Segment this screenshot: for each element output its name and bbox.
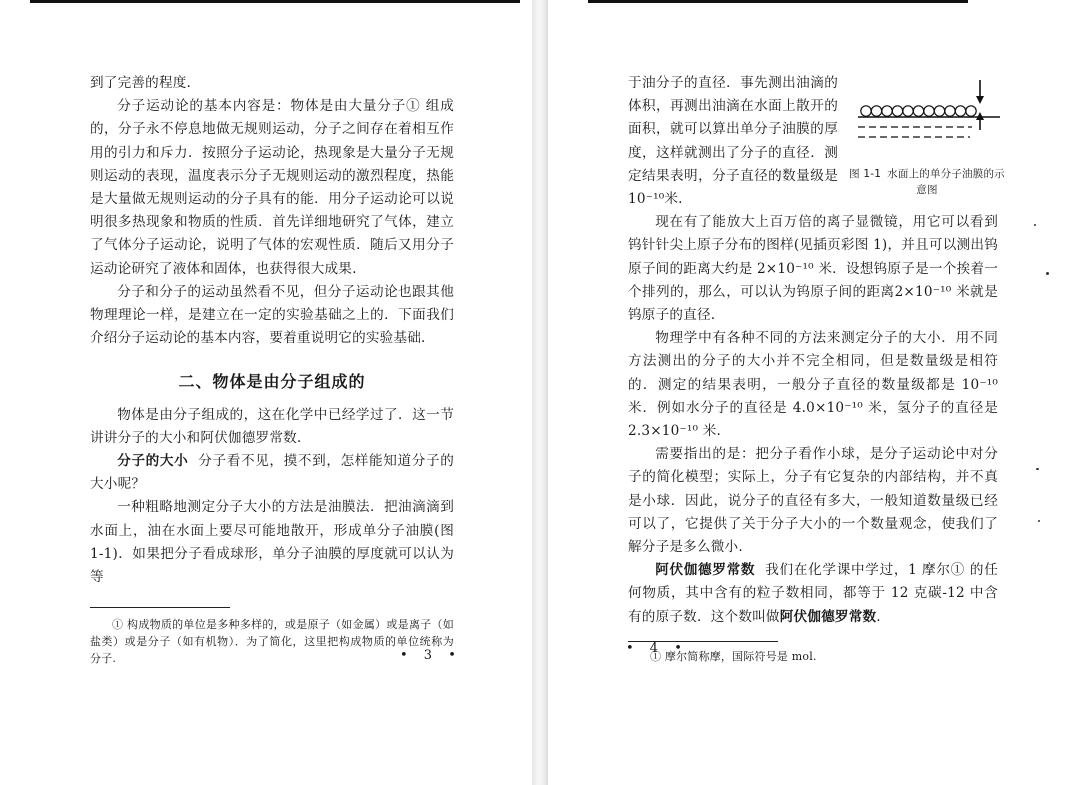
paragraph-intro: 物体是由分子组成的，这在化学中已经学过了．这一节讲讲分子的大小和阿伏伽德罗常数. [90, 406, 454, 446]
paragraph-avogadro-end: . [876, 608, 881, 625]
book-gutter [532, 0, 548, 785]
subhead-molecule-size: 分子的大小 [117, 453, 189, 470]
paragraph-methods: 物理学中有各种不同的方法来测定分子的大小．用不同方法测出的分子的大小并不完全相同，但是数量级是相符的．测定的结果表明，一般分子直径的数量级都是 10⁻¹⁰ 米．例如水分子的直径是 4.0×10⁻¹⁰ 米，氢分子的直径是 2.3×10⁻¹⁰ 米. [628, 330, 998, 440]
paragraph-avogadro-text: 我们在化学课中学过，1 摩尔① 的任何物质，其中含有的粒子数相同，都等于 12 克碳-12 中含有的原子数．这个数叫做 [628, 562, 999, 625]
oil-film-diagram [852, 76, 1002, 164]
paragraph-tungsten: 现在有了能放大上百万倍的离子显微镜，用它可以看到钨针针尖上原子分布的图样(见插页彩图 1)，并且可以测出钨原子间的距离大约是 2×10⁻¹⁰ 米．设想钨原子是一个挨着一个排列的，那么，可以认为钨原子间的距离2×10⁻¹⁰ 米就是钨原子的直径. [628, 214, 998, 324]
footnote: ① 摩尔简称摩，国际符号是 mol. [650, 649, 817, 663]
paragraph-model: 需要指出的是：把分子看作小球，是分子运动论中对分子的简化模型；实际上，分子有它复杂的内部结构，并不真是小球．因此，说分子的直径有多大，一般知道数量级已经可以了，它提供了关于分子大小的一个数量观念，使我们了解分子是多么微小. [628, 446, 998, 556]
arrow-head-down-icon [976, 96, 984, 104]
figure-caption [848, 166, 1006, 198]
figure-caption-text: 水面上的单分子油膜的示意图 [887, 168, 1005, 196]
molecule-row [861, 106, 976, 116]
page-number: • 3 • [400, 648, 462, 663]
left-page [0, 0, 532, 785]
left-text-column [90, 72, 454, 667]
paragraph-oil-film-cont: 于油分子的直径．事先测出油滴的体积，再测出油滴在水面上散开的面积，就可以算出单分子油膜的厚度，这样就测出了分子的直径．测定结果表明，分子直径的数量级是 10⁻¹⁰米. [628, 75, 838, 208]
arrow-head-up-icon [976, 112, 984, 120]
paragraph-molecule-size-text: 分子看不见，摸不到，怎样能知道分子的大小呢？ [90, 453, 454, 493]
footnote-rule [90, 607, 230, 608]
paragraph-kinetic-theory: 分子运动论的基本内容是：物体是由大量分子① 组成的，分子永不停息地做无规则运动，分子之间存在着相互作用的引力和斥力．按照分子运动论，热现象是大量分子无规则运动的表现，温度表示分子无规则运动的激烈程度，热能是大量做无规则运动的分子具有的能．用分子运动论可以说明很多热现象和物质的性质．首先详细地研究了气体，建立了气体分子运动论，说明了气体的宏观性质．随后又用分子运动论研究了液体和固体，也获得很大成果. [90, 98, 454, 277]
footnote: ① 构成物质的单位是多种多样的，或是原子（如金属）或是离子（如盐类）或是分子（如有机物）．为了简化，这里把构成物质的单位统称为分子. [90, 618, 454, 666]
avogadro-term: 阿伏伽德罗常数 [779, 608, 877, 625]
paragraph-experimental-basis: 分子和分子的运动虽然看不见，但分子运动论也跟其他物理理论一样，是建立在一定的实验基础之上的．下面我们介绍分子运动论的基本内容，要着重说明它的实验基础. [90, 283, 454, 347]
page-number: • 4 • [626, 641, 688, 656]
right-text-column [628, 72, 1005, 665]
paragraph-oil-film: 一种粗略地测定分子大小的方法是油膜法．把油滴滴到水面上，油在水面上要尽可能地散开，形成单分子油膜(图 1-1)．如果把分子看成球形，单分子油膜的厚度就可以认为等 [90, 499, 454, 586]
subhead-avogadro: 阿伏伽德罗常数 [655, 562, 756, 579]
paragraph-molecule-size [90, 450, 454, 496]
right-page [548, 0, 1080, 785]
paragraph-avogadro [628, 559, 998, 629]
section-title: 二、物体是由分子组成的 [178, 372, 366, 392]
paragraph: 到了完善的程度. [90, 75, 192, 91]
top-rule [30, 0, 520, 3]
figure-number: 图 1-1 [849, 168, 882, 180]
top-rule [588, 0, 968, 3]
figure-oil-film [848, 76, 1006, 198]
